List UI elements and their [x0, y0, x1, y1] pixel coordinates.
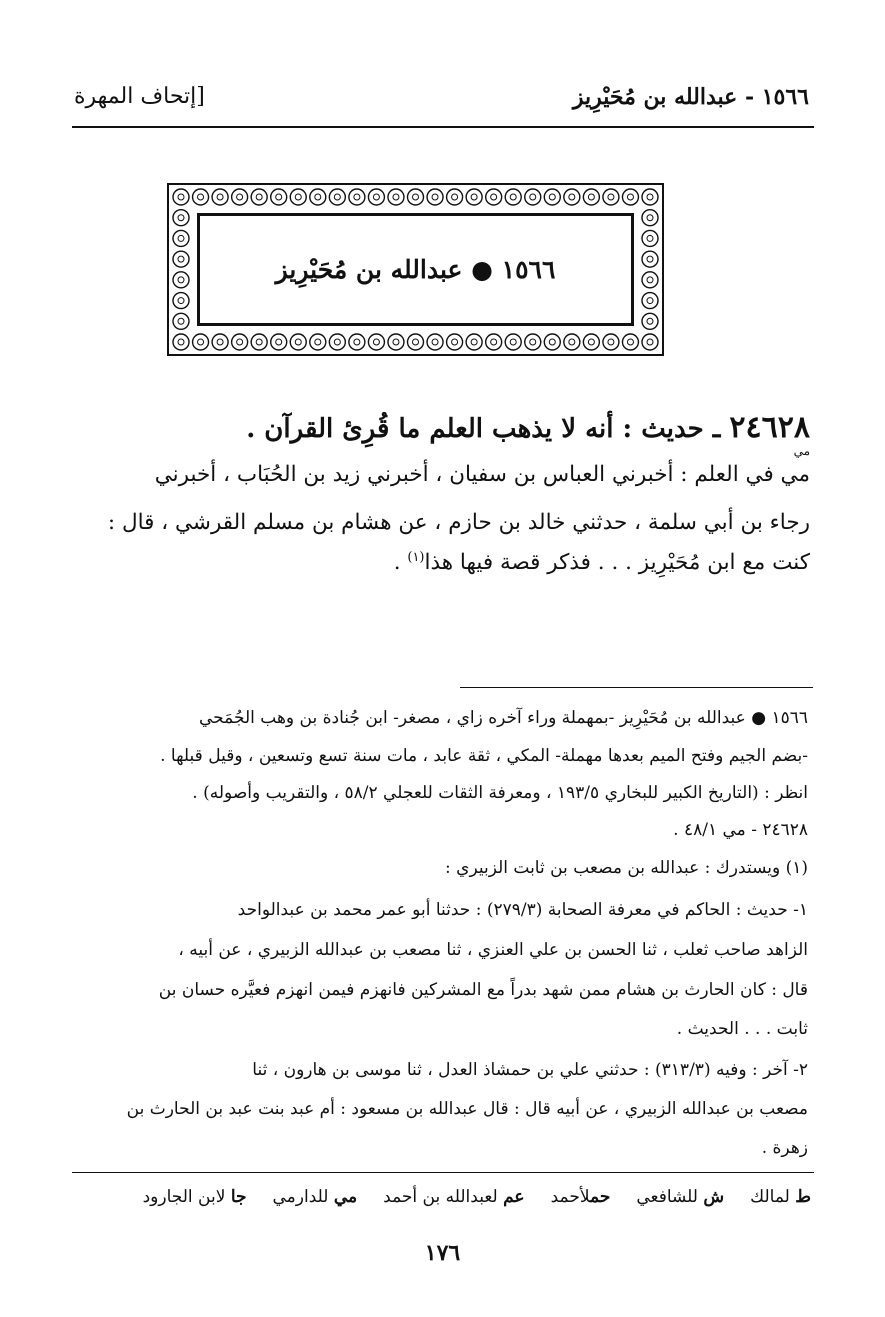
ornament-dot-icon — [178, 339, 184, 345]
ornament-dot-icon — [413, 194, 419, 200]
ornament-dot-icon — [295, 339, 301, 345]
ornament-ring-icon — [544, 189, 560, 205]
ornament-dot-icon — [647, 318, 653, 324]
ornament-ring-icon — [173, 251, 189, 267]
running-header-title: ١٥٦٦ - عبدالله بن مُحَيْرِيز — [572, 84, 809, 110]
ornament-ring-icon — [603, 189, 619, 205]
ornament-ring-icon — [173, 210, 189, 226]
ornament-dot-icon — [432, 339, 438, 345]
ornament-dot-icon — [530, 194, 536, 200]
hadith-line-2: رجاء بن أبي سلمة ، حدثني خالد بن حازم ، عن هشام بن مسلم القرشي ، قال : — [107, 510, 810, 535]
ornament-ring-icon — [368, 334, 384, 350]
ornament-ring-icon — [408, 189, 424, 205]
ornament-ring-icon — [193, 334, 209, 350]
ornament-dot-icon — [647, 298, 653, 304]
ornament-dot-icon — [647, 235, 653, 241]
ornamental-inner-frame — [197, 213, 634, 326]
ornament-ring-icon — [642, 272, 658, 288]
ornament-dot-icon — [549, 339, 555, 345]
ornament-ring-icon — [349, 189, 365, 205]
ornament-dot-icon — [432, 194, 438, 200]
hadith-line-3 — [394, 550, 810, 575]
ornament-ring-icon — [583, 189, 599, 205]
ornament-ring-icon — [173, 313, 189, 329]
ornament-dot-icon — [647, 215, 653, 221]
footnote-line: ٢٤٦٢٨ - مي ٤٨/١ . — [673, 820, 808, 840]
ornament-ring-icon — [642, 251, 658, 267]
ornament-ring-icon — [642, 313, 658, 329]
ornament-dot-icon — [549, 194, 555, 200]
ornament-ring-icon — [564, 189, 580, 205]
ornament-ring-icon — [212, 189, 228, 205]
ornament-ring-icon — [427, 334, 443, 350]
ornament-dot-icon — [588, 339, 594, 345]
ornament-ring-icon — [486, 189, 502, 205]
ornament-ring-icon — [642, 334, 658, 350]
key-item: جا لابن الجارود — [142, 1187, 247, 1207]
key-item: مي للدارمي — [272, 1187, 358, 1207]
source-sigil: مي — [793, 444, 810, 458]
ornament-dot-icon — [178, 318, 184, 324]
ornament-dot-icon — [178, 235, 184, 241]
hadith-heading-text: ـ حديث : أنه لا يذهب العلم ما قُرِئ القرآن . — [246, 414, 721, 444]
footnote-line: زهرة . — [761, 1138, 808, 1158]
hadith-number: ٢٤٦٢٨ — [729, 410, 810, 445]
chapter-title: ١٥٦٦ ● عبدالله بن مُحَيْرِيز — [275, 255, 556, 284]
ornament-dot-icon — [588, 194, 594, 200]
ornament-dot-icon — [217, 194, 223, 200]
ornament-ring-icon — [583, 334, 599, 350]
ornament-dot-icon — [452, 194, 458, 200]
ornament-dot-icon — [315, 339, 321, 345]
ornament-dot-icon — [647, 277, 653, 283]
key-item: حملأحمد — [550, 1187, 611, 1207]
ornament-dot-icon — [569, 339, 575, 345]
ornament-dot-icon — [198, 194, 204, 200]
running-header-book: [إتحاف المهرة — [74, 84, 205, 109]
ornament-ring-icon — [368, 189, 384, 205]
hadith-line-3-text: كنت مع ابن مُحَيْرِيز . . . فذكر قصة فيها هذا — [424, 550, 810, 576]
hadith-heading — [246, 410, 810, 445]
ornament-ring-icon — [290, 189, 306, 205]
ornament-dot-icon — [393, 339, 399, 345]
ornament-dot-icon — [647, 256, 653, 262]
ornament-dot-icon — [198, 339, 204, 345]
ornament-ring-icon — [447, 189, 463, 205]
ornament-ring-icon — [505, 189, 521, 205]
ornament-dot-icon — [608, 194, 614, 200]
ornament-dot-icon — [393, 194, 399, 200]
ornament-dot-icon — [530, 339, 536, 345]
ornament-dot-icon — [276, 339, 282, 345]
ornament-dot-icon — [295, 194, 301, 200]
ornament-dot-icon — [256, 194, 262, 200]
ornament-ring-icon — [212, 334, 228, 350]
ornament-ring-icon — [564, 334, 580, 350]
footnote-line: ١- حديث : الحاكم في معرفة الصحابة (٢٧٩/٣) : حدثنا أبو عمر محمد بن عبدالواحد — [237, 900, 808, 920]
ornament-ring-icon — [544, 334, 560, 350]
hadith-line-3-end: . — [393, 550, 408, 576]
ornament-dot-icon — [256, 339, 262, 345]
ornament-ring-icon — [447, 334, 463, 350]
ornament-dot-icon — [237, 194, 243, 200]
ornament-dot-icon — [510, 339, 516, 345]
ornament-ring-icon — [408, 334, 424, 350]
key-separator — [72, 1172, 814, 1173]
ornament-dot-icon — [354, 339, 360, 345]
ornament-dot-icon — [334, 194, 340, 200]
ornament-dot-icon — [471, 194, 477, 200]
ornament-dot-icon — [178, 215, 184, 221]
ornament-dot-icon — [315, 194, 321, 200]
ornament-ring-icon — [251, 334, 267, 350]
footnote-line: ١٥٦٦ ● عبدالله بن مُحَيْرِيز -بمهملة وراء آخره زاي ، مصغر- ابن جُنادة بن وهب الجُمَحي — [199, 708, 808, 728]
ornament-dot-icon — [491, 339, 497, 345]
ornament-dot-icon — [276, 194, 282, 200]
hadith-line-1: مي في العلم : أخبرني العباس بن سفيان ، أخبرني زيد بن الحُبَاب ، أخبرني — [154, 462, 810, 487]
ornament-ring-icon — [642, 210, 658, 226]
ornament-ring-icon — [349, 334, 365, 350]
ornament-dot-icon — [178, 194, 184, 200]
ornament-dot-icon — [627, 339, 633, 345]
key-item: ش للشافعي — [636, 1187, 725, 1207]
ornament-dot-icon — [471, 339, 477, 345]
page-number: ١٧٦ — [424, 1240, 461, 1266]
ornament-dot-icon — [647, 194, 653, 200]
ornament-ring-icon — [329, 189, 345, 205]
ornament-ring-icon — [622, 334, 638, 350]
ornament-ring-icon — [525, 334, 541, 350]
ornament-ring-icon — [388, 189, 404, 205]
footnote-line: قال : كان الحارث بن هشام ممن شهد بدراً مع المشركين فانهزم فيمن انهزم فعيَّره حسان بن — [158, 980, 808, 1000]
ornament-ring-icon — [173, 334, 189, 350]
footnote-line: -بضم الجيم وفتح الميم بعدها مهملة- المكي ، ثقة عابد ، مات سنة تسع وتسعين ، وقيل قبلها . — [160, 746, 808, 766]
ornament-dot-icon — [647, 339, 653, 345]
ornament-ring-icon — [290, 334, 306, 350]
ornament-ring-icon — [622, 189, 638, 205]
ornament-ring-icon — [427, 189, 443, 205]
ornament-ring-icon — [525, 189, 541, 205]
footnote-line: ثابت . . . الحديث . — [676, 1019, 808, 1039]
ornament-dot-icon — [627, 194, 633, 200]
ornament-ring-icon — [388, 334, 404, 350]
ornament-dot-icon — [354, 194, 360, 200]
key-item: عم لعبدالله بن أحمد — [383, 1187, 525, 1207]
ornament-ring-icon — [173, 293, 189, 309]
ornament-ring-icon — [271, 189, 287, 205]
ornament-dot-icon — [373, 194, 379, 200]
ornament-dot-icon — [491, 194, 497, 200]
ornament-dot-icon — [178, 256, 184, 262]
footnote-line: ٢- آخر : وفيه (٣١٣/٣) : حدثني علي بن حمشاذ العدل ، ثنا موسى بن هارون ، ثنا — [252, 1060, 808, 1080]
ornament-dot-icon — [569, 194, 575, 200]
ornament-ring-icon — [173, 230, 189, 246]
ornament-dot-icon — [178, 277, 184, 283]
ornament-dot-icon — [608, 339, 614, 345]
ornament-dot-icon — [217, 339, 223, 345]
footnote-line: انظر : (التاريخ الكبير للبخاري ١٩٣/٥ ، ومعرفة الثقات للعجلي ٥٨/٢ ، والتقريب وأصوله) . — [192, 783, 808, 803]
ornament-ring-icon — [251, 189, 267, 205]
ornament-ring-icon — [232, 189, 248, 205]
ornament-ring-icon — [642, 189, 658, 205]
ornament-ring-icon — [310, 189, 326, 205]
ornament-dot-icon — [452, 339, 458, 345]
ornament-ring-icon — [486, 334, 502, 350]
ornament-ring-icon — [603, 334, 619, 350]
footnote-line: الزاهد صاحب ثعلب ، ثنا الحسن بن علي العنزي ، ثنا مصعب بن عبدالله الزبيري ، عن أبيه ، — [178, 940, 808, 960]
ornament-ring-icon — [193, 189, 209, 205]
footnote-line: مصعب بن عبدالله الزبيري ، عن أبيه قال : قال عبدالله بن مسعود : أم عبد بنت عبد بن الحارث بن — [126, 1099, 808, 1119]
ornament-dot-icon — [373, 339, 379, 345]
ornament-dot-icon — [178, 298, 184, 304]
ornament-ring-icon — [310, 334, 326, 350]
ornamental-title-frame — [167, 183, 664, 356]
ornament-ring-icon — [232, 334, 248, 350]
ornament-ring-icon — [505, 334, 521, 350]
ornament-dot-icon — [510, 194, 516, 200]
ornament-ring-icon — [466, 189, 482, 205]
ornament-ring-icon — [329, 334, 345, 350]
footnote-separator — [460, 687, 813, 688]
ornament-ring-icon — [642, 293, 658, 309]
ornament-dot-icon — [237, 339, 243, 345]
footnote-marker: (١) — [407, 550, 425, 565]
key-item: ط لمالك — [750, 1187, 811, 1207]
ornament-ring-icon — [642, 230, 658, 246]
header-rule — [72, 126, 814, 128]
ornament-ring-icon — [466, 334, 482, 350]
ornament-ring-icon — [271, 334, 287, 350]
ornament-ring-icon — [173, 272, 189, 288]
ornament-ring-icon — [173, 189, 189, 205]
ornament-dot-icon — [413, 339, 419, 345]
footnote-line: (١) ويستدرك : عبدالله بن مصعب بن ثابت الزبيري : — [445, 858, 808, 878]
ornament-dot-icon — [334, 339, 340, 345]
abbreviation-key — [143, 1187, 811, 1207]
